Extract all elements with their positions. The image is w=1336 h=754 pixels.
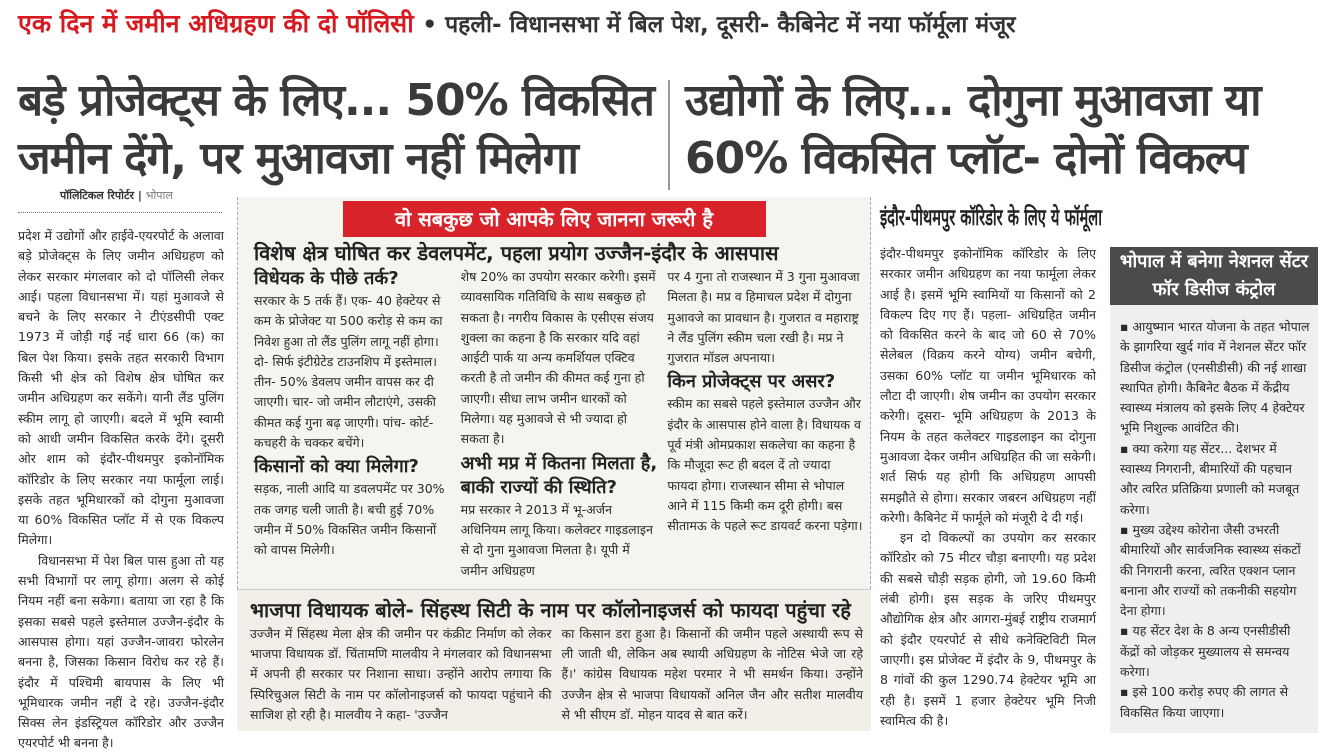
kicker-red: एक दिन में जमीन अधिग्रहण की दो पॉलिसी	[18, 9, 414, 38]
paragraph: मप्र सरकार ने 2013 में भू-अर्जन अधिनियम लागू किया। कलेक्टर गाइडलाइन से दो गुना मुआवजा मिलता है। यूपी में जमीन अधिग्रहण	[460, 501, 653, 578]
bjp-col-2: का किसान डरा हुआ है। किसानों की जमीन पहले अस्थायी रूप से ली जाती थी, लेकिन अब स्थायी अधिग्रहण के नोटिस भेजे जा रहे हैं।' कांग्रेस विधायक महेश परमार ने भी समर्थन किया। उन्होंने उज्जैन क्षेत्र से भाजपा विधायकों अनिल जैन और सतीश मालवीय से भी सीएम डॉ. मोहन यादव से बात करें।	[561, 625, 863, 723]
byline: पॉलिटिकल रिपोर्टर | भोपाल	[60, 189, 173, 202]
explainer-subhead	[238, 237, 870, 267]
bjp-heading-text: भाजपा विधायक बोले- सिंहस्थ सिटी के नाम पर कॉलोनाइजर्स को फायदा पहुंचा रहे	[250, 597, 851, 622]
bjp-col-1: उज्जैन में सिंहस्थ मेला क्षेत्र की जमीन पर कंक्रीट निर्माण को लेकर भाजपा विधायक डॉ. चिंतामणि मालवीय ने मंगलवार को विधानसभा में अपनी ही सरकार पर निशाना साधा। उन्होंने आरोप लगाया कि स्पिरिचुअल सिटी के नाम पर कॉलोनाइजर्स को फायदा पहुंचाने की साजिश हो रही है। मालवीय ने कहा- 'उज्जैन	[250, 625, 552, 723]
headline-right-line: उद्योगों के लिए... दोगुना मुआवजा या	[685, 75, 1261, 126]
divider	[668, 80, 670, 190]
left-column	[18, 226, 224, 754]
sidebar-box	[1110, 247, 1318, 733]
question-heading: किन प्रोजेक्ट्स पर असर?	[667, 371, 836, 393]
sidebar-list	[1110, 305, 1318, 723]
byline-author: पॉलिटिकल रिपोर्टर	[60, 189, 135, 202]
sidebar-bullet: ▪ क्या करेगा यह सेंटर... देशभर में स्वास्थ्य निगरानी, बीमारियों की पहचान और त्वरित प्रतिक्रिया प्रणाली को मजबूत करेगा।	[1120, 440, 1300, 517]
bjp-heading	[250, 596, 863, 624]
paragraph: प्रदेश में उद्योगों और हाईवे-एयरपोर्ट के अलावा बड़े प्रोजेक्ट्स के लिए जमीन अधिग्रहण को लेकर सरकार मंगलवार को दो पॉलिसी लेकर आई। पहला विधानसभा में। यहां मुआवजे से बचने के लिए सरकार ने टीएंडसीपी एक्ट 1973 में जोड़ी गई नई धारा 66 (क) का बिल पेश किया। इसके तहत सरकारी विभाग किसी भी क्षेत्र को विशेष क्षेत्र घोषित कर जमीन अधिग्रहण कर सकेंगे। यानी लैंड पुलिंग स्कीम लागू हो जाएगी। बदले में भूमि स्वामी को आधी जमीन विकसित करके देंगे। दूसरी ओर शाम को इंदौर-पीथमपुर इकोनॉमिक कॉरिडोर के लिए सरकार नया फार्मूला लाई। इसके तहत भूमिधारकों को दोगुना मुआवजा या 60% विकसित प्लॉट में से एक विकल्प मिलेगा।	[18, 228, 224, 548]
bullet-text: क्या करेगा यह सेंटर... देशभर में स्वास्थ्य निगरानी, बीमारियों की पहचान और त्वरित प्रतिक्रिया प्रणाली को मजबूत करेगा।	[1120, 440, 1300, 517]
question-heading: विधेयक के पीछे तर्क?	[254, 268, 399, 289]
explainer-box	[237, 197, 871, 589]
explainer-subhead-text: विशेष क्षेत्र घोषित कर डेवलपमेंट, पहला प्रयोग उज्जैन-इंदौर के आसपास	[254, 241, 779, 265]
corridor-column	[880, 244, 1096, 731]
bullet-text: इसे 100 करोड़ रुपए की लागत से विकसित किया जाएगा।	[1120, 684, 1289, 720]
divider	[18, 212, 222, 213]
byline-place: भोपाल	[145, 189, 173, 202]
sidebar-bullet: ▪ यह सेंटर देश के 8 अन्य एनसीडीसी केंद्रों को जोड़कर मुख्यालय से समन्वय करेगा।	[1120, 623, 1291, 680]
explainer-banner	[343, 201, 766, 237]
bullet-text: आयुष्मान भारत योजना के तहत भोपाल के झागरिया खुर्द गांव में नेशनल सेंटर फॉर डिसीज कंट्रोल (एनसीडीसी) की नई शाखा स्थापित होगी। कैबिनेट बैठक में केंद्रीय स्वास्थ्य मंत्रालय को इसके लिए 4 हेक्टेयर भूमि निशुल्क आवंटित की।	[1120, 319, 1310, 436]
paragraph: स्कीम का सबसे पहले इस्तेमाल उज्जैन और इंदौर के आसपास होने वाला है। विधायक व पूर्व मंत्री ओमप्रकाश सकलेचा का कहना है कि मौजूदा रूट ही बदल दें तो ज्यादा फायदा होगा। राजस्थान सीमा से भोपाल आने में 115 किमी कम दूरी होगी। बस सीतामऊ के पहले रूट डायवर्ट करना पड़ेगा।	[667, 396, 863, 534]
headline-left-line: बड़े प्रोजेक्ट्स के लिए... 50% विकसित	[18, 75, 654, 126]
explainer-banner-text: वो सबकुछ जो आपके लिए जानना जरूरी है	[394, 207, 714, 231]
bullet-text: यह सेंटर देश के 8 अन्य एनसीडीसी केंद्रों को जोड़कर मुख्यालय से समन्वय करेगा।	[1120, 623, 1291, 680]
paragraph: इन दो विकल्पों का उपयोग कर सरकार कॉरिडोर को 75 मीटर चौड़ा बनाएगी। यह प्रदेश की सबसे चौड़ी सड़क होगी, जो 19.60 किमी लंबी होगी। इस सड़क के जरिए पीथमपुर औद्योगिक क्षेत्र और आगरा-मुंबई राष्ट्रीय राजमार्ग को इंदौर एयरपोर्ट से सीधे कनेक्टिविटी मिल जाएगी। इस प्रोजेक्ट में इंदौर के 9, पीथमपुर के 8 गांवों की कुल 1290.74 हेक्टेयर भूमि आ रही है। इसमें 1 हजार हेक्टेयर भूमि निजी स्वामित्व की है।	[880, 530, 1096, 728]
paragraph: सरकार के 5 तर्क हैं। एक- 40 हेक्टेयर से कम के प्रोजेक्ट या 500 करोड़ से कम का निवेश हुआ तो लैंड पुलिंग लागू नहीं होगा। दो- सिर्फ इंटीग्रेटेड टाउनशिप में इस्तेमाल। तीन- 50% डेवलप जमीन वापस कर दी जाएगी। चार- जो जमीन लौटाएंगे, उसकी कीमत कई गुना बढ़ जाएगी। पांच- कोर्ट-कचहरी के चक्कर बचेंगे।	[254, 293, 443, 451]
paragraph: विधानसभा में पेश बिल पास हुआ तो यह सभी विभागों पर लागू होगा। अलग से कोई नियम नहीं बना सकेगा। बताया जा रहा है कि इसका सबसे पहले इस्तेमाल उज्जैन-इंदौर के आसपास होगा। यहां उज्जैन-जावरा फोरलेन बनना है, जिसका किसान विरोध कर रहे हैं। इंदौर में पश्चिमी बायपास के लिए भी भूमिधारक जमीन नहीं दे रहे। उज्जैन-इंदौर सिक्स लेन इंडस्ट्रियल कॉरिडोर और उज्जैन एयरपोर्ट भी बनना है।	[18, 552, 224, 751]
paragraph: सड़क, नाली आदि या डवलपमेंट पर 30% तक जगह चली जाती है। बची हुई 70% जमीन में 50% विकसित जमीन किसानों को वापस मिलेगी।	[254, 481, 445, 558]
corridor-heading	[880, 200, 1320, 232]
explainer-columns	[238, 267, 870, 581]
paragraph: इंदौर-पीथमपुर इकोनॉमिक कॉरिडोर के लिए सरकार जमीन अधिग्रहण का नया फार्मूला लेकर आई है। इसमें भूमि स्वामियों या किसानों को 2 विकल्प दिए गए हैं। पहला- अधिग्रहित जमीन को विकसित करने के बाद जो 60 से 70% सेलेबल (विक्रय करने योग्य) जमीन बचेगी, उसका 60% प्लॉट या जमीन भूमिधारक को लौटा दी जाएगी। शेष जमीन का उपयोग सरकार करेगी। दूसरा- भूमि अधिग्रहण के 2013 के नियम के तहत कलेक्टर गाइडलाइन का दोगुना मुआवजा देकर जमीन अधिग्रहित की जा सकेगी। शर्त सिर्फ यह होगी कि अधिग्रहण आपसी समझौते से होगा। सरकार जबरन अधिग्रहण नहीं करेगी। कैबिनेट में फार्मूले को मंजूरी दे दी गई।	[880, 246, 1096, 525]
corridor-heading-text: इंदौर-पीथमपुर कॉरिडोर के लिए ये फॉर्मूला	[880, 205, 1102, 231]
paragraph: पर 4 गुना तो राजस्थान में 3 गुना मुआवजा मिलता है। मप्र व हिमाचल प्रदेश में दोगुना मुआवजे का प्रावधान है। गुजरात व महाराष्ट्र ने लैंड पुलिंग स्कीम चला रखी है। मप्र ने गुजरात मॉडल अपनाया।	[667, 269, 860, 366]
headline-right	[685, 72, 1320, 188]
question-heading: अभी मप्र में कितना मिलता है, बाकी राज्यों की स्थिति?	[460, 452, 658, 498]
question-heading: किसानों को क्या मिलेगा?	[254, 456, 419, 478]
kicker-rest: • पहली- विधानसभा में बिल पेश, दूसरी- कैबिनेट में नया फॉर्मूला मंजूर	[422, 12, 1016, 38]
bjp-columns	[250, 624, 863, 725]
bullet-text: मुख्य उद्देश्य कोरोना जैसी उभरती बीमारियों और सार्वजनिक स्वास्थ्य संकटों की निगरानी करना, त्वरित एक्शन प्लान बनाना और राज्यों को तकनीकी सहयोग देना होगा।	[1120, 521, 1301, 619]
sidebar-bullet: ▪ आयुष्मान भारत योजना के तहत भोपाल के झागरिया खुर्द गांव में नेशनल सेंटर फॉर डिसीज कंट्रोल (एनसीडीसी) की नई शाखा स्थापित होगी। कैबिनेट बैठक में केंद्रीय स्वास्थ्य मंत्रालय को इसके लिए 4 हेक्टेयर भूमि निशुल्क आवंटित की।	[1120, 319, 1310, 436]
explainer-col-2	[461, 267, 658, 581]
paragraph: शेष 20% का उपयोग सरकार करेगी। इसमें व्यावसायिक गतिविधि के साथ सबकुछ हो सकता है। नगरीय विकास के एसीएस संजय शुक्ला का कहना है कि सरकार यदि वहां आईटी पार्क या अन्य कमर्शियल एक्टिव करती है तो जमीन की कीमत कई गुना हो जाएगी। सीधा लाभ जमीन धारकों को मिलेगा। यह मुआवजे से भी ज्यादा हो सकता है।	[460, 269, 656, 447]
sidebar-bullet: ▪ मुख्य उद्देश्य कोरोना जैसी उभरती बीमारियों और सार्वजनिक स्वास्थ्य संकटों की निगरानी करना, त्वरित एक्शन प्लान बनाना और राज्यों को तकनीकी सहयोग देना होगा।	[1120, 521, 1301, 619]
headline-left-line: जमीन देंगे, पर मुआवजा नहीं मिलेगा	[18, 133, 578, 184]
explainer-col-1	[254, 267, 451, 561]
sidebar-bullet: ▪ इसे 100 करोड़ रुपए की लागत से विकसित किया जाएगा।	[1120, 684, 1289, 720]
sidebar-heading: भोपाल में बनेगा नेशनल सेंटर फॉर डिसीज कंट्रोल	[1110, 247, 1318, 305]
center-section	[237, 197, 871, 731]
headline-left	[18, 72, 658, 188]
headline-right-line: 60% विकसित प्लॉट- दोनों विकल्प	[685, 133, 1247, 184]
explainer-col-3	[667, 267, 864, 537]
kicker	[18, 6, 1318, 40]
